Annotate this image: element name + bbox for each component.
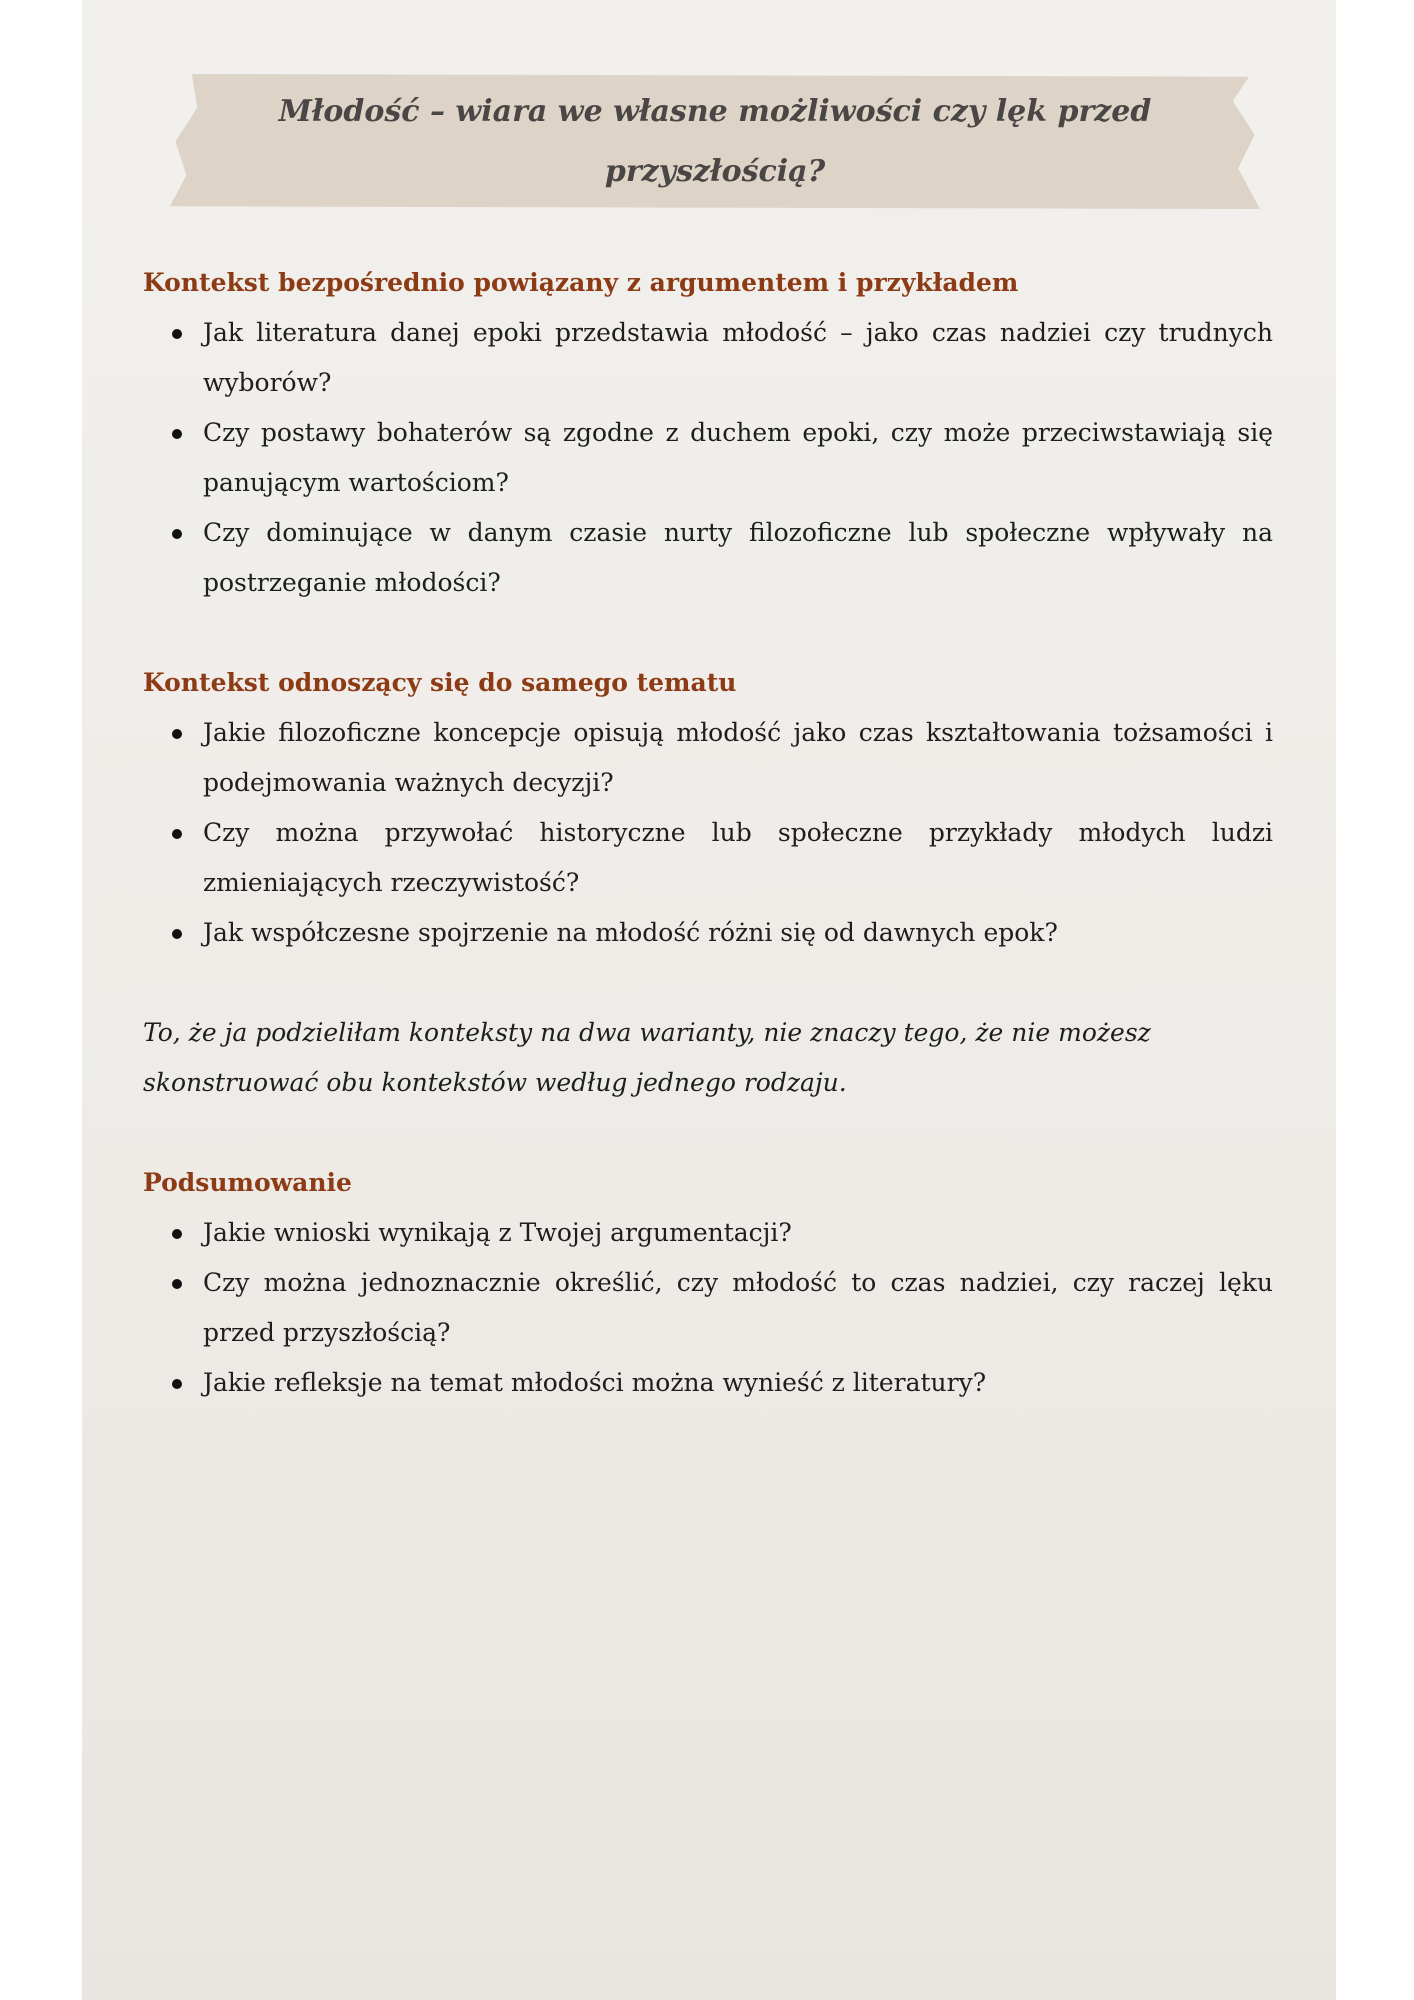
page-title: Młodość – wiara we własne możliwości czy lęk przed przyszłością?: [278, 94, 1152, 189]
document-content: [143, 258, 1273, 1458]
list-item-text: Czy można przywołać historyczne lub społeczne przykłady młodych ludzi zmieniających rzeczywistość?: [203, 818, 1273, 897]
list-item: [143, 408, 1273, 508]
section-topic-context: [143, 658, 1273, 958]
bullet-icon: [172, 929, 182, 939]
list-item: [143, 1358, 1273, 1408]
list-item: [143, 908, 1273, 958]
section-heading: Kontekst bezpośrednio powiązany z argumentem i przykładem: [143, 268, 1019, 297]
section-heading: Podsumowanie: [143, 1168, 352, 1197]
list-item: [143, 1208, 1273, 1258]
section-direct-context: [143, 258, 1273, 608]
list-item: [143, 308, 1273, 408]
bullet-icon: [172, 329, 182, 339]
list-item-text: Czy postawy bohaterów są zgodne z duchem epoki, czy może przeciwstawiają się panującym wartościom?: [203, 418, 1273, 497]
list-item: [143, 708, 1273, 808]
bullet-icon: [172, 1279, 182, 1289]
list-item: [143, 808, 1273, 908]
italic-note: To, że ja podzieliłam konteksty na dwa warianty, nie znaczy tego, że nie możesz skonstruować obu kontekstów według jednego rodzaju.: [143, 1018, 1151, 1097]
list-item-text: Jak literatura danej epoki przedstawia młodość – jako czas nadziei czy trudnych wyborów?: [203, 318, 1273, 397]
list-item-text: Jakie wnioski wynikają z Twojej argumentacji?: [203, 1218, 792, 1247]
bullet-list: [143, 308, 1273, 608]
list-item: [143, 1258, 1273, 1358]
list-item-text: Czy można jednoznacznie określić, czy młodość to czas nadziei, czy raczej lęku przed przyszłością?: [203, 1268, 1273, 1347]
bullet-icon: [172, 429, 182, 439]
bullet-icon: [172, 529, 182, 539]
paper-sheet: [82, 0, 1336, 2000]
list-item-text: Czy dominujące w danym czasie nurty filozoficzne lub społeczne wpływały na postrzeganie młodości?: [203, 518, 1273, 597]
section-summary: [143, 1158, 1273, 1408]
bullet-icon: [172, 829, 182, 839]
bullet-list: [143, 708, 1273, 958]
bullet-list: [143, 1208, 1273, 1408]
bullet-icon: [172, 1379, 182, 1389]
bullet-icon: [172, 729, 182, 739]
bullet-icon: [172, 1229, 182, 1239]
list-item: [143, 508, 1273, 608]
list-item-text: Jakie filozoficzne koncepcje opisują młodość jako czas kształtowania tożsamości i podejmowania ważnych decyzji?: [203, 718, 1273, 797]
list-item-text: Jak współczesne spojrzenie na młodość różni się od dawnych epok?: [203, 918, 1058, 947]
list-item-text: Jakie refleksje na temat młodości można wynieść z literatury?: [203, 1368, 987, 1397]
section-heading: Kontekst odnoszący się do samego tematu: [143, 668, 737, 697]
